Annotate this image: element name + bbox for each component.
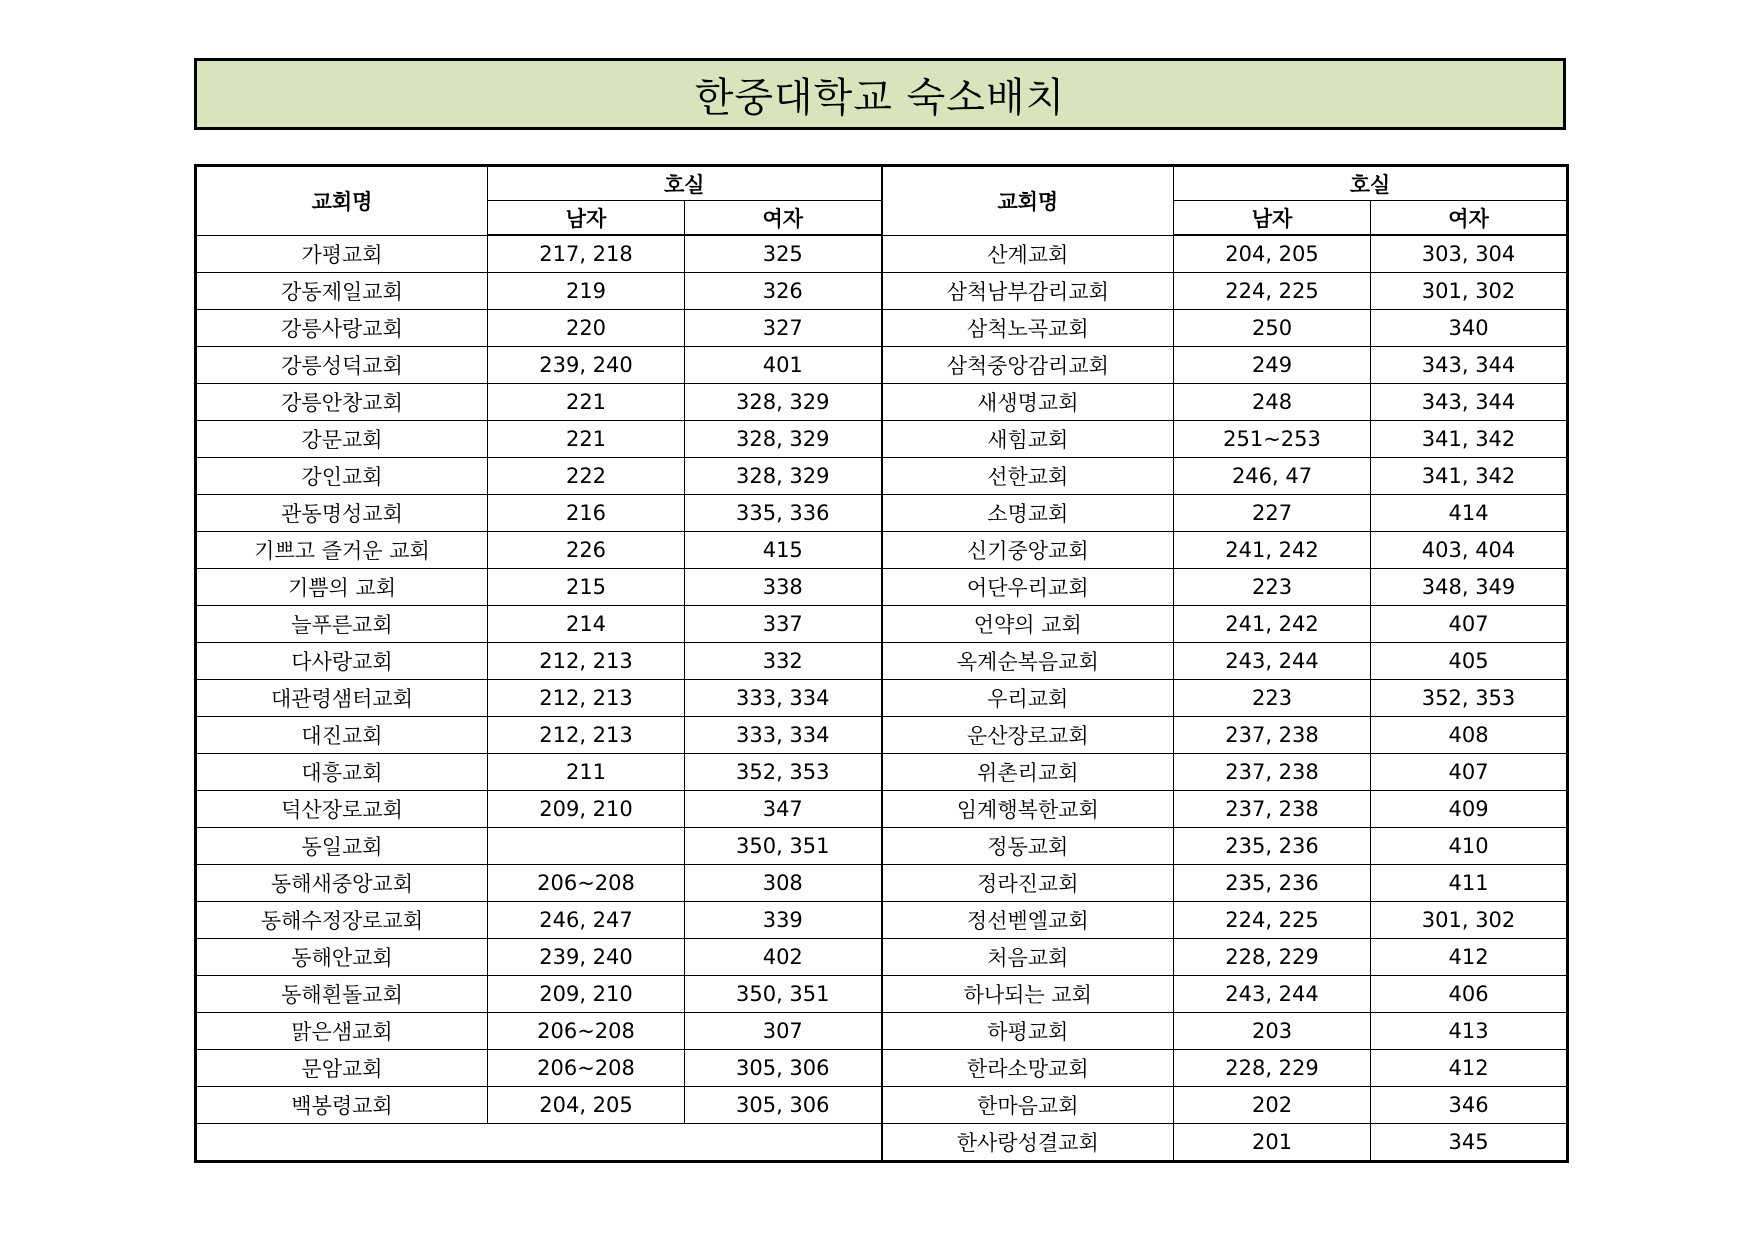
table-row [196,384,1568,421]
right-church-name: 새힘교회 [882,421,1174,458]
right-female-room: 412 [1371,939,1568,976]
left-male-room: 220 [488,310,685,347]
right-male-room: 227 [1174,495,1371,532]
right-church-name: 소명교회 [882,495,1174,532]
left-female-room: 333, 334 [685,680,882,717]
left-male-room: 217, 218 [488,235,685,273]
table-row [196,606,1568,643]
left-church-name: 백봉령교회 [196,1087,488,1124]
left-male-room: 219 [488,273,685,310]
left-male-room: 221 [488,421,685,458]
table-row [196,495,1568,532]
left-male-room: 212, 213 [488,680,685,717]
right-female-room: 414 [1371,495,1568,532]
right-male-room: 241, 242 [1174,606,1371,643]
left-male-room: 222 [488,458,685,495]
right-female-room: 301, 302 [1371,902,1568,939]
right-church-name: 신기중앙교회 [882,532,1174,569]
right-church-name: 삼척중앙감리교회 [882,347,1174,384]
right-church-name: 한라소망교회 [882,1050,1174,1087]
right-church-name: 정선벧엘교회 [882,902,1174,939]
right-male-room: 223 [1174,569,1371,606]
right-male-room: 251~253 [1174,421,1371,458]
left-church-name: 가평교회 [196,235,488,273]
right-church-name: 운산장로교회 [882,717,1174,754]
table-row [196,310,1568,347]
left-male-room: 214 [488,606,685,643]
right-church-name: 어단우리교회 [882,569,1174,606]
right-male-room: 249 [1174,347,1371,384]
left-female-room: 337 [685,606,882,643]
left-female-room: 401 [685,347,882,384]
left-church-name: 대흥교회 [196,754,488,791]
table-row [196,680,1568,717]
header-female-left: 여자 [685,201,882,236]
left-church-name: 다사랑교회 [196,643,488,680]
left-male-room: 216 [488,495,685,532]
table-body [196,235,1568,1162]
left-church-name: 강릉안창교회 [196,384,488,421]
table-row [196,828,1568,865]
left-female-room: 415 [685,532,882,569]
right-male-room: 235, 236 [1174,865,1371,902]
right-female-room: 303, 304 [1371,235,1568,273]
right-church-name: 언약의 교회 [882,606,1174,643]
left-church-name: 기쁨의 교회 [196,569,488,606]
table-row [196,865,1568,902]
right-male-room: 202 [1174,1087,1371,1124]
table-row [196,1087,1568,1124]
page-title: 한중대학교 숙소배치 [694,74,1066,121]
right-church-name: 정동교회 [882,828,1174,865]
left-female-room: 402 [685,939,882,976]
left-male-room: 206~208 [488,1050,685,1087]
left-female-room: 305, 306 [685,1087,882,1124]
right-male-room: 237, 238 [1174,791,1371,828]
right-male-room: 201 [1174,1124,1371,1162]
left-male-room: 209, 210 [488,791,685,828]
right-female-room: 412 [1371,1050,1568,1087]
table-row [196,717,1568,754]
right-female-room: 407 [1371,606,1568,643]
left-church-name: 동해수정장로교회 [196,902,488,939]
table-row [196,347,1568,384]
table-row [196,1124,1568,1162]
left-church-name: 문암교회 [196,1050,488,1087]
right-male-room: 228, 229 [1174,1050,1371,1087]
right-church-name: 우리교회 [882,680,1174,717]
right-church-name: 선한교회 [882,458,1174,495]
right-church-name: 위촌리교회 [882,754,1174,791]
left-female-room: 333, 334 [685,717,882,754]
left-church-name: 덕산장로교회 [196,791,488,828]
right-female-room: 340 [1371,310,1568,347]
left-female-room: 327 [685,310,882,347]
right-church-name: 정라진교회 [882,865,1174,902]
left-female-room: 350, 351 [685,828,882,865]
right-female-room: 407 [1371,754,1568,791]
right-female-room: 352, 353 [1371,680,1568,717]
right-male-room: 243, 244 [1174,643,1371,680]
right-church-name: 새생명교회 [882,384,1174,421]
right-male-room: 224, 225 [1174,902,1371,939]
left-church-name: 강릉사랑교회 [196,310,488,347]
left-church-name: 동일교회 [196,828,488,865]
empty-cell [196,1124,882,1162]
right-male-room: 237, 238 [1174,717,1371,754]
right-male-room: 246, 47 [1174,458,1371,495]
left-church-name: 동해새중앙교회 [196,865,488,902]
right-female-room: 348, 349 [1371,569,1568,606]
right-church-name: 옥계순복음교회 [882,643,1174,680]
left-female-room: 347 [685,791,882,828]
table-row [196,1013,1568,1050]
table-row [196,643,1568,680]
left-church-name: 강인교회 [196,458,488,495]
header-church-left: 교회명 [196,166,488,236]
left-female-room: 339 [685,902,882,939]
right-male-room: 241, 242 [1174,532,1371,569]
table-row [196,939,1568,976]
right-female-room: 343, 344 [1371,384,1568,421]
left-female-room: 328, 329 [685,458,882,495]
right-male-room: 248 [1174,384,1371,421]
right-female-room: 410 [1371,828,1568,865]
left-female-room: 328, 329 [685,384,882,421]
right-church-name: 삼척남부감리교회 [882,273,1174,310]
left-church-name: 늘푸른교회 [196,606,488,643]
left-church-name: 기쁘고 즐거운 교회 [196,532,488,569]
left-female-room: 332 [685,643,882,680]
right-male-room: 228, 229 [1174,939,1371,976]
table-row [196,902,1568,939]
left-male-room: 206~208 [488,865,685,902]
table-row [196,569,1568,606]
right-male-room: 237, 238 [1174,754,1371,791]
right-female-room: 413 [1371,1013,1568,1050]
left-male-room: 221 [488,384,685,421]
left-male-room: 211 [488,754,685,791]
right-female-room: 343, 344 [1371,347,1568,384]
left-church-name: 동해흰돌교회 [196,976,488,1013]
right-female-room: 346 [1371,1087,1568,1124]
left-female-room: 326 [685,273,882,310]
left-church-name: 강릉성덕교회 [196,347,488,384]
dormitory-assignment-table [194,164,1569,1163]
right-female-room: 408 [1371,717,1568,754]
left-male-room: 209, 210 [488,976,685,1013]
left-church-name: 대관령샘터교회 [196,680,488,717]
left-female-room: 335, 336 [685,495,882,532]
right-church-name: 한사랑성결교회 [882,1124,1174,1162]
right-female-room: 405 [1371,643,1568,680]
left-female-room: 325 [685,235,882,273]
table-row [196,791,1568,828]
header-church-right: 교회명 [882,166,1174,236]
left-female-room: 350, 351 [685,976,882,1013]
left-female-room: 307 [685,1013,882,1050]
header-male-right: 남자 [1174,201,1371,236]
left-female-room: 328, 329 [685,421,882,458]
right-female-room: 406 [1371,976,1568,1013]
left-male-room: 206~208 [488,1013,685,1050]
table-row [196,532,1568,569]
right-female-room: 411 [1371,865,1568,902]
left-church-name: 관동명성교회 [196,495,488,532]
left-church-name: 대진교회 [196,717,488,754]
right-female-room: 341, 342 [1371,421,1568,458]
left-male-room: 226 [488,532,685,569]
left-church-name: 맑은샘교회 [196,1013,488,1050]
right-male-room: 243, 244 [1174,976,1371,1013]
right-church-name: 임계행복한교회 [882,791,1174,828]
left-male-room: 212, 213 [488,643,685,680]
right-male-room: 204, 205 [1174,235,1371,273]
left-church-name: 강문교회 [196,421,488,458]
table-row [196,458,1568,495]
header-room-left: 호실 [488,166,882,201]
left-male-room: 246, 247 [488,902,685,939]
right-female-room: 409 [1371,791,1568,828]
table-row [196,754,1568,791]
header-male-left: 남자 [488,201,685,236]
left-male-room: 204, 205 [488,1087,685,1124]
right-male-room: 250 [1174,310,1371,347]
left-male-room: 212, 213 [488,717,685,754]
right-church-name: 처음교회 [882,939,1174,976]
table-row [196,421,1568,458]
right-church-name: 한마음교회 [882,1087,1174,1124]
header-female-right: 여자 [1371,201,1568,236]
header-room-right: 호실 [1174,166,1568,201]
right-male-room: 223 [1174,680,1371,717]
right-church-name: 산계교회 [882,235,1174,273]
right-female-room: 403, 404 [1371,532,1568,569]
right-church-name: 하평교회 [882,1013,1174,1050]
left-female-room: 352, 353 [685,754,882,791]
right-female-room: 345 [1371,1124,1568,1162]
left-male-room [488,828,685,865]
right-female-room: 301, 302 [1371,273,1568,310]
table-row [196,976,1568,1013]
table-row [196,273,1568,310]
title-banner [194,58,1566,130]
left-male-room: 239, 240 [488,347,685,384]
right-church-name: 하나되는 교회 [882,976,1174,1013]
left-female-room: 305, 306 [685,1050,882,1087]
right-male-room: 203 [1174,1013,1371,1050]
left-male-room: 239, 240 [488,939,685,976]
right-male-room: 235, 236 [1174,828,1371,865]
right-female-room: 341, 342 [1371,458,1568,495]
right-church-name: 삼척노곡교회 [882,310,1174,347]
table-row [196,1050,1568,1087]
left-female-room: 338 [685,569,882,606]
left-male-room: 215 [488,569,685,606]
table-row [196,235,1568,273]
left-church-name: 동해안교회 [196,939,488,976]
left-female-room: 308 [685,865,882,902]
left-church-name: 강동제일교회 [196,273,488,310]
right-male-room: 224, 225 [1174,273,1371,310]
